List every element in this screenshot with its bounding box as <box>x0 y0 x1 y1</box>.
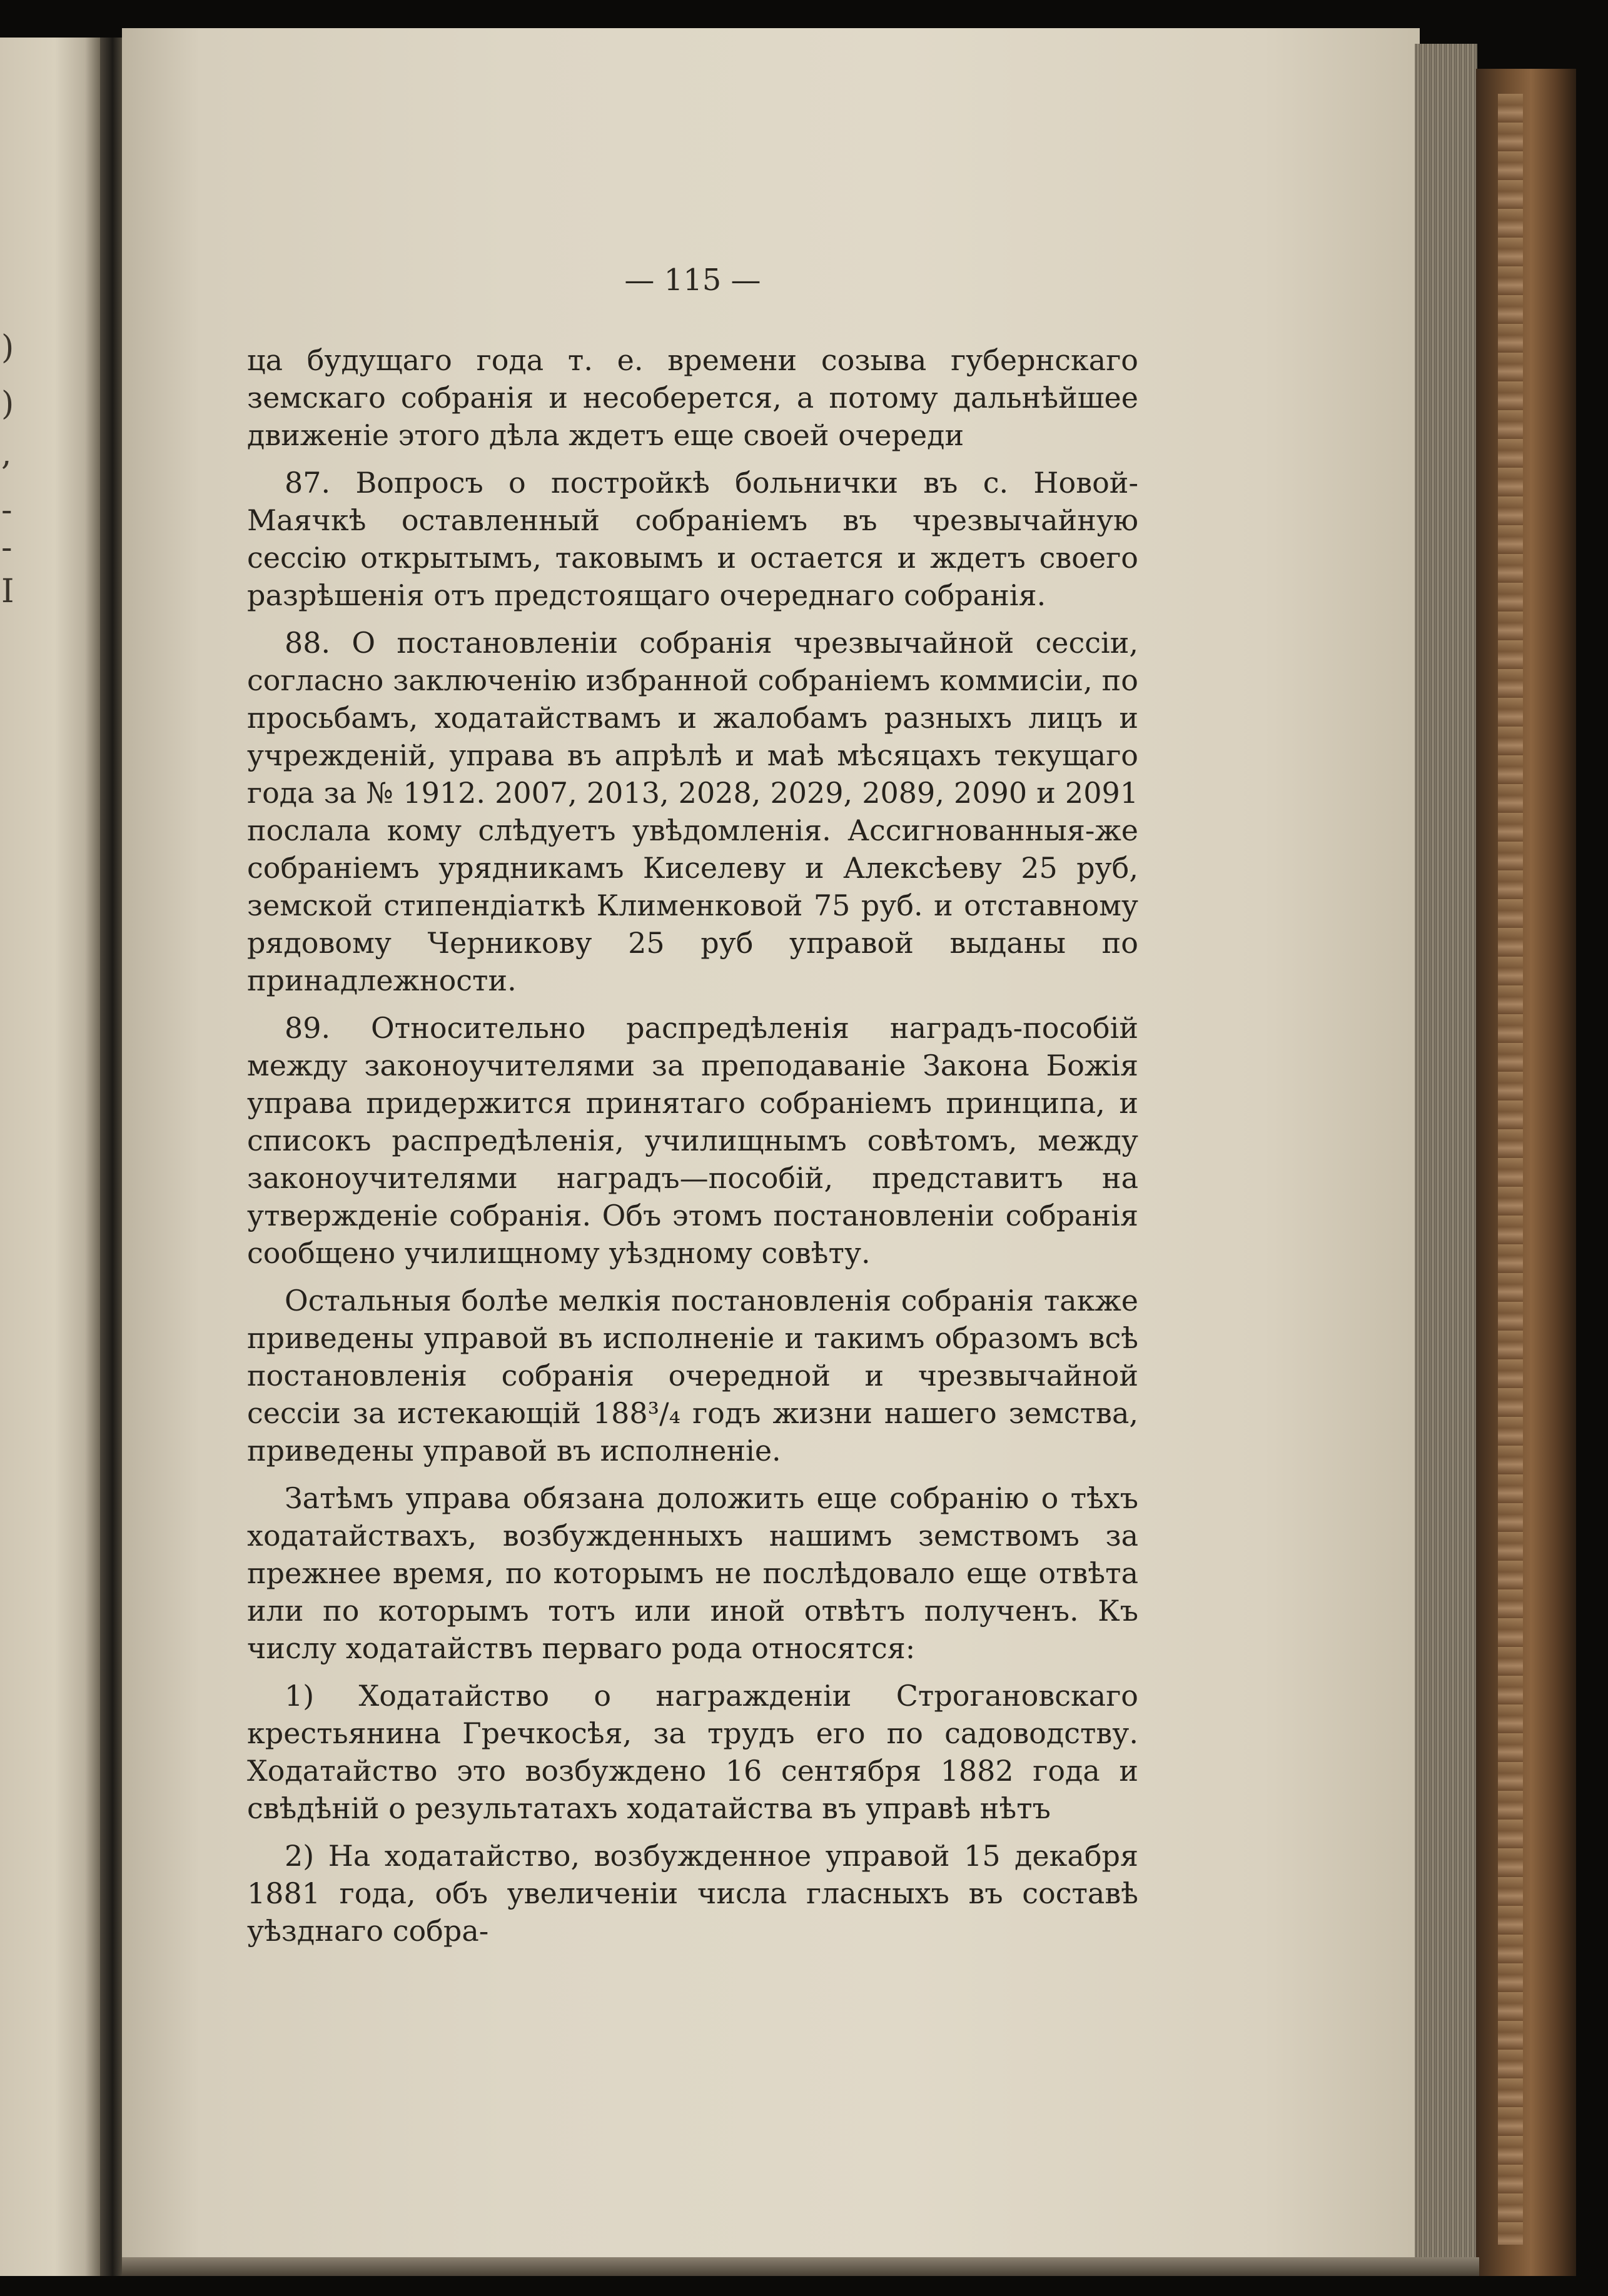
paragraph: 89. Относительно распредѣленія наградъ-пособій между законоучителями за преподаваніе Закона Божія управа придержится принятаго собраніемъ принципа, и списокъ распредѣленія, училищнымъ совѣтомъ, между законоучителями наградъ—пособій, представитъ на утвержденіе собранія. Объ этомъ постановленіи собранія сообщено училищному уѣздному совѣту. <box>247 1011 1138 1270</box>
left-fragment: ) <box>1 329 14 366</box>
page-number: — 115 — <box>624 263 761 298</box>
book-gutter <box>100 38 125 2276</box>
paragraph: 1) Ходатайство о награжденіи Строгановскаго крестьянина Гречкосѣя, за трудъ его по садоводству. Ходатайство это возбуждено 16 сентября 1882 года и свѣдѣній о результатахъ ходатайства въ управѣ нѣтъ <box>247 1679 1138 1825</box>
paragraph: 88. О постановленіи собранія чрезвычайной сессіи, согласно заключенію избранной собраніемъ коммисіи, по просьбамъ, ходатайствамъ и жалобамъ разныхъ лицъ и учрежденій, управа въ апрѣлѣ и маѣ мѣсяцахъ текущаго года за № 1912. 2007, 2013, 2028, 2029, 2089, 2090 и 2091 послала кому слѣдуетъ увѣдомленія. Ассигнованныя-же собраніемъ урядникамъ Киселеву и Алексѣеву 25 руб, земской стипендіаткѣ Клименковой 75 руб. и отставному рядовому Черникову 25 руб управой выданы по принадлежности. <box>247 626 1138 997</box>
left-fragment: - <box>1 529 13 566</box>
left-page <box>0 38 100 2276</box>
paragraph: ца будущаго года т. е. времени созыва губернскаго земскаго собранія и несоберется, а потому дальнѣйшее движеніе этого дѣла ждетъ еще своей очереди <box>247 343 1138 452</box>
left-fragment: - <box>1 491 13 529</box>
left-fragment: , <box>1 435 12 473</box>
paragraphs <box>247 341 1138 1960</box>
bottom-page-edge <box>122 2257 1479 2276</box>
marbled-cover-edge <box>1498 94 1523 2245</box>
paragraph: Затѣмъ управа обязана доложить еще собранію о тѣхъ ходатайствахъ, возбужденныхъ нашимъ земствомъ за прежнее время, по которымъ не послѣдовало еще отвѣта или по которымъ тотъ или иной отвѣтъ полученъ. Къ числу ходатайствъ перваго рода относятся: <box>247 1481 1138 1665</box>
page-edges <box>1415 44 1477 2270</box>
book-cover <box>1476 69 1576 2276</box>
paragraph: Остальныя болѣе мелкія постановленія собранія также приведены управой въ исполненіе и такимъ образомъ всѣ постановленія собранія очередной и чрезвычайной сессіи за истекающій 188³/₄ годъ жизни нашего земства, приведены управой въ исполненіе. <box>247 1284 1138 1468</box>
paragraph: 87. Вопросъ о постройкѣ больнички въ с. Новой-Маячкѣ оставленный собраніемъ въ чрезвычайную сессію открытымъ, таковымъ и остается и ждетъ своего разрѣшенія отъ предстоящаго очереднаго собранія. <box>247 466 1138 612</box>
left-fragment: I <box>1 573 14 610</box>
left-fragment: ) <box>1 385 14 423</box>
paragraph: 2) На ходатайство, возбужденное управой 15 декабря 1881 года, объ увеличеніи числа гласныхъ въ составѣ уѣзднаго собра- <box>247 1839 1138 1948</box>
